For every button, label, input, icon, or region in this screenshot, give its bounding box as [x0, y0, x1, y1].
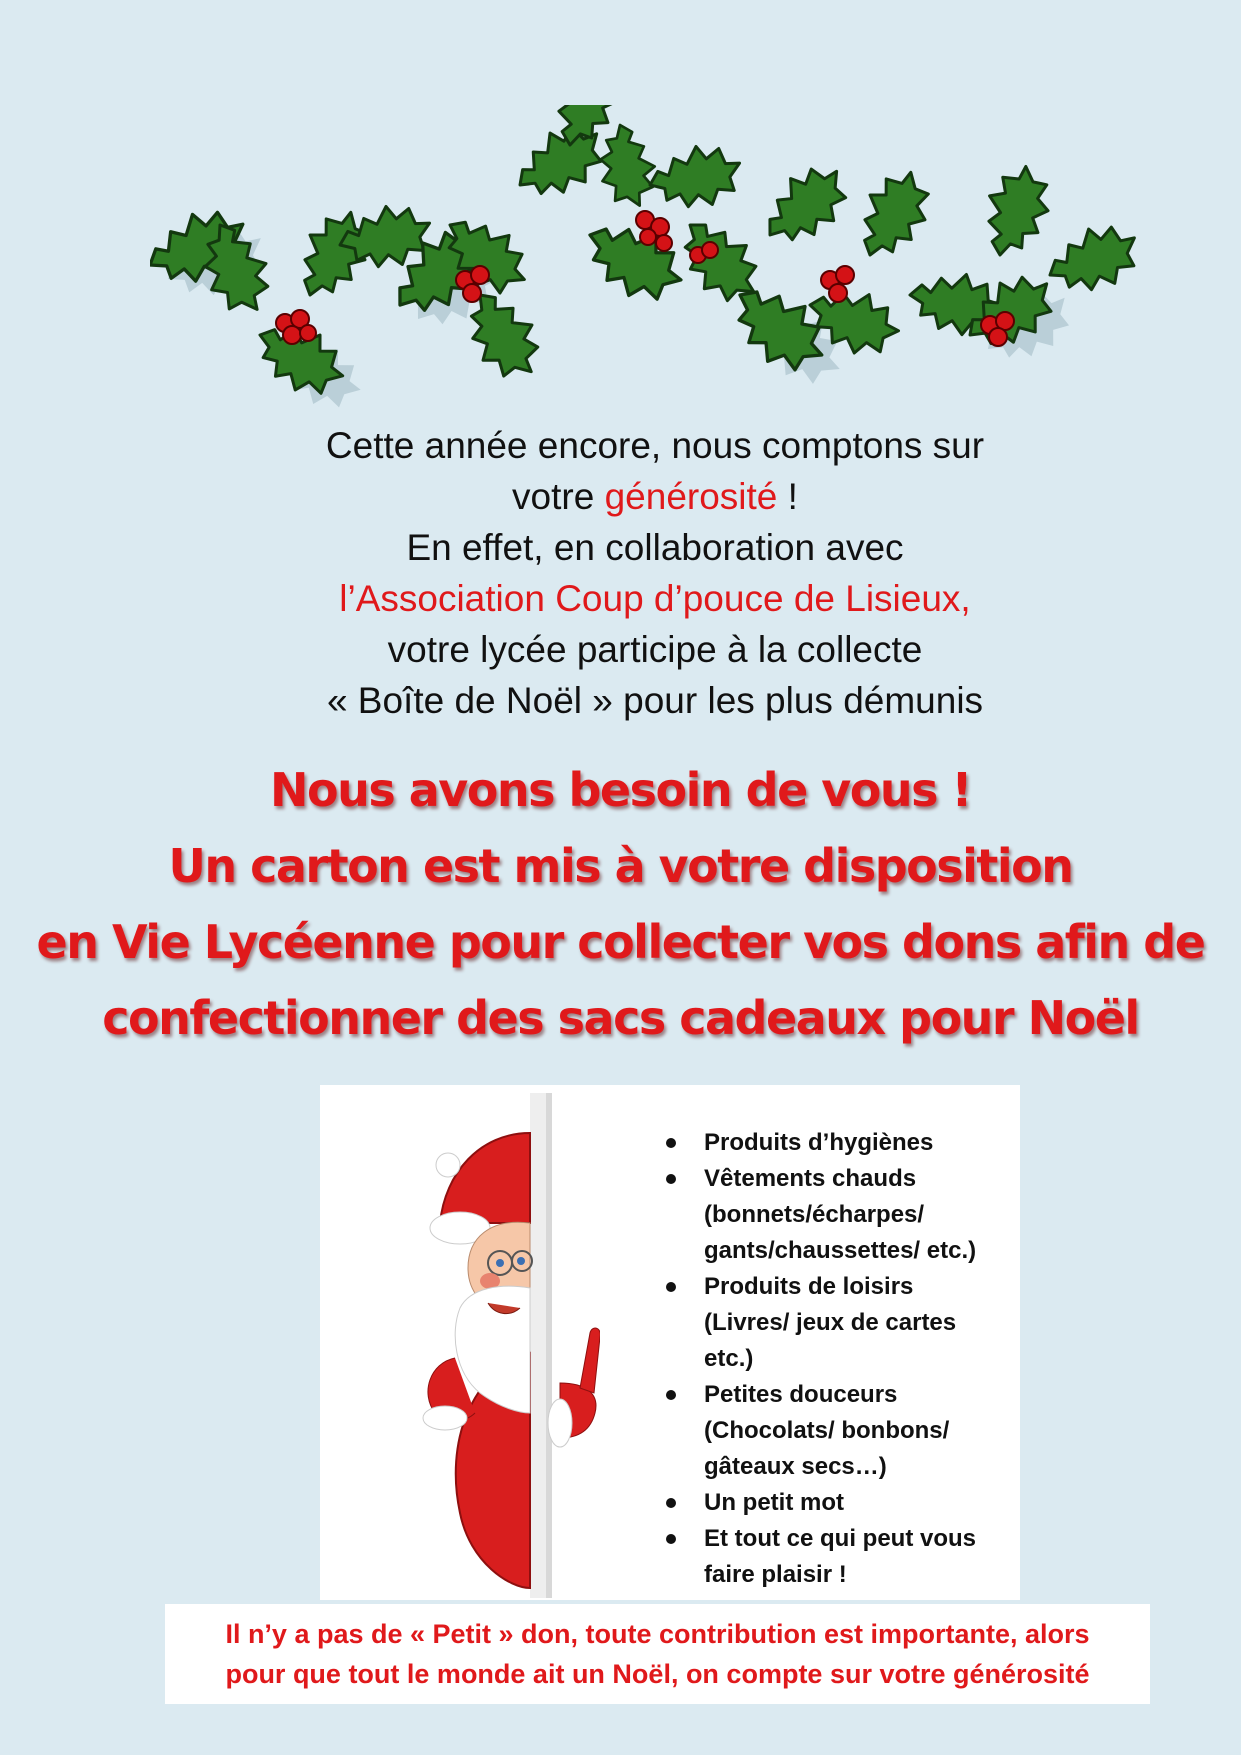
footer-line: Il n’y a pas de « Petit » don, toute contribution est importante, alors — [225, 1619, 1090, 1649]
headline-line: confectionner des sacs cadeaux pour Noël — [102, 991, 1139, 1045]
donation-item-line: Un petit mot — [704, 1489, 844, 1516]
donation-item-line: Produits d’hygiènes — [704, 1129, 934, 1156]
donation-item-line: faire plaisir ! — [704, 1561, 847, 1588]
donation-item-line: (Livres/ jeux de cartes — [704, 1309, 957, 1336]
donation-item-line: Vêtements chauds — [704, 1165, 917, 1192]
donation-item-line: etc.) — [704, 1345, 754, 1372]
holly-garland-image — [150, 105, 1170, 465]
headline-line: en Vie Lycéenne pour collecter vos dons afin de — [36, 915, 1205, 969]
intro-text-segment: ! — [777, 476, 798, 517]
intro-line — [180, 471, 1130, 522]
intro-text — [180, 420, 1130, 726]
headline-line: Nous avons besoin de vous ! — [269, 763, 971, 817]
intro-line: Cette année encore, nous comptons sur — [325, 425, 985, 466]
donation-item — [660, 1485, 1010, 1521]
donation-item-line: (Chocolats/ bonbons/ — [704, 1417, 950, 1444]
donation-item-line: (bonnets/écharpes/ — [704, 1201, 925, 1228]
donation-panel — [320, 1085, 1020, 1600]
donation-item — [660, 1377, 1010, 1485]
donation-item-line: gâteaux secs…) — [704, 1453, 887, 1480]
donation-item-line: gants/chaussettes/ etc.) — [704, 1237, 977, 1264]
santa-claus-image — [350, 1093, 600, 1603]
footer-callout — [165, 1604, 1150, 1704]
donation-item-line: Produits de loisirs — [704, 1273, 914, 1300]
intro-line: « Boîte de Noël » pour les plus démunis — [326, 680, 984, 721]
intro-text-segment: votre — [512, 476, 605, 517]
generosity-highlight: générosité — [604, 476, 778, 517]
donation-item — [660, 1269, 1010, 1377]
headline — [20, 752, 1221, 1056]
donation-item — [660, 1125, 1010, 1161]
footer-line: pour que tout le monde ait un Noël, on compte sur votre générosité — [225, 1659, 1090, 1689]
intro-line: En effet, en collaboration avec — [406, 527, 904, 568]
donation-list — [660, 1125, 1010, 1593]
association-name: l’Association Coup d’pouce de Lisieux, — [339, 578, 971, 619]
donation-item-line: Et tout ce qui peut vous — [704, 1525, 977, 1552]
intro-line: votre lycée participe à la collecte — [387, 629, 923, 670]
donation-item-line: Petites douceurs — [704, 1381, 898, 1408]
headline-line: Un carton est mis à votre disposition — [168, 839, 1073, 893]
donation-item — [660, 1521, 1010, 1593]
donation-item — [660, 1161, 1010, 1269]
